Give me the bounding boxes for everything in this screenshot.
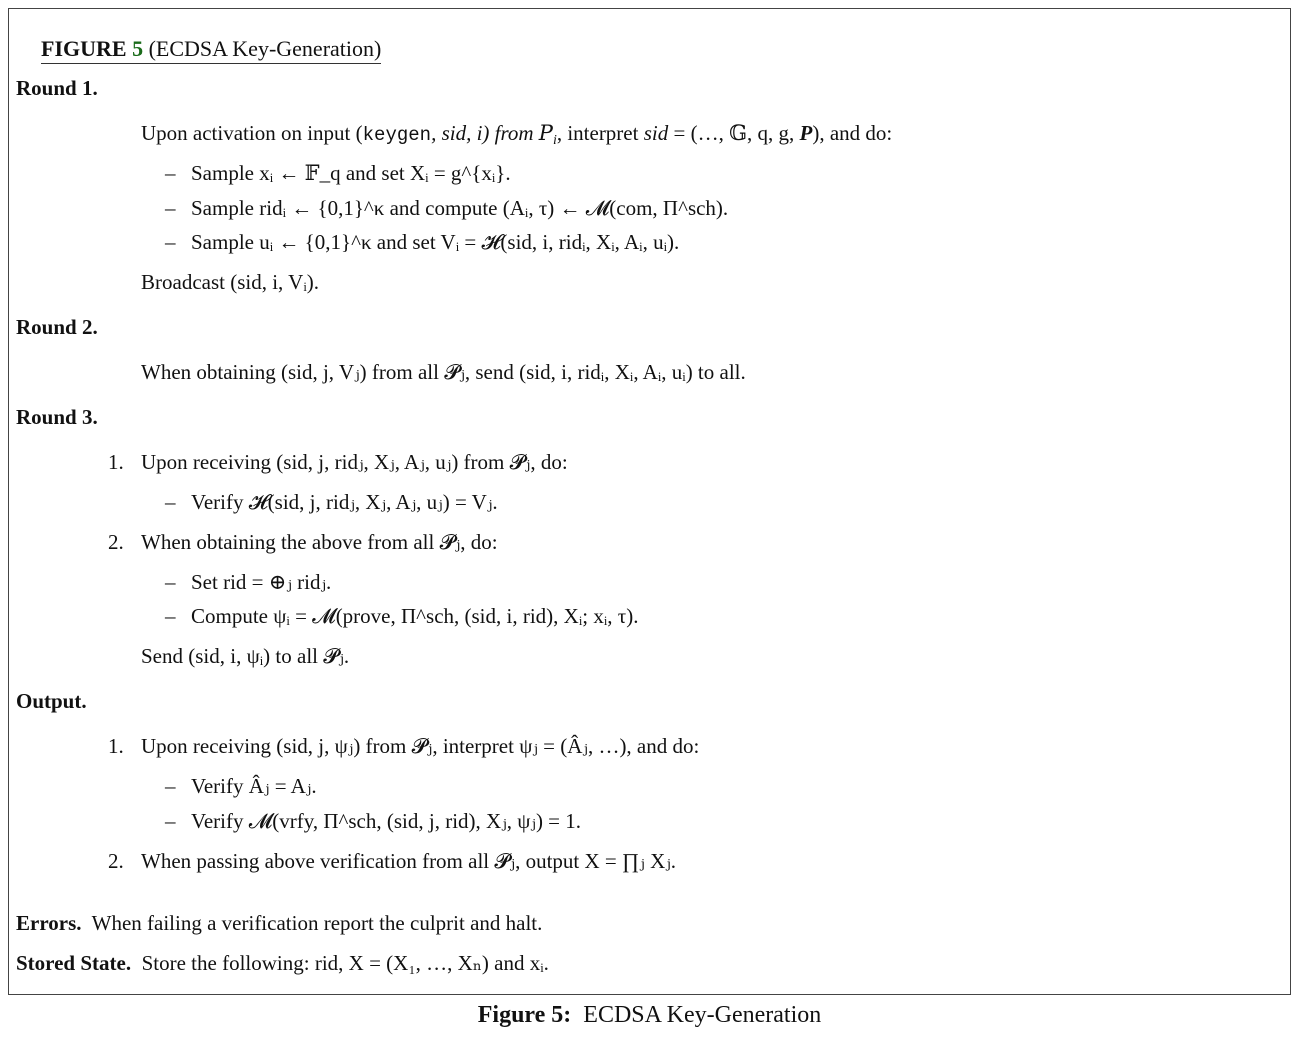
round2-heading: Round 2. — [16, 315, 98, 339]
stored-state-line — [16, 953, 549, 974]
errors-label: Errors. — [16, 911, 82, 935]
output-item-1: 1. Upon receiving (sid, j, ψⱼ) from 𝓟ⱼ, interpret ψⱼ = (Âⱼ, …), and do: — [108, 734, 700, 758]
caption-text: ECDSA Key-Generation — [583, 1002, 822, 1028]
errors-line — [16, 913, 542, 934]
output-item-2: 2. When passing above verification from all 𝓟ⱼ, output X = ∏ⱼ Xⱼ. — [108, 849, 677, 873]
round3-item-1: 1. Upon receiving (sid, j, ridⱼ, Xⱼ, Aⱼ, uⱼ) from 𝓟ⱼ, do: — [108, 450, 568, 474]
stored-state-text: Store the following: rid, X = (X₁, …, Xₙ) and xᵢ. — [141, 951, 549, 975]
round3-item-2-sub-2: – Compute ψᵢ = 𝓜(prove, Π^sch, (sid, i, rid), Xᵢ; xᵢ, τ). — [165, 604, 639, 628]
round1-step-3: – Sample uᵢ ← {0,1}^κ and set Vᵢ = 𝓗(sid, i, ridᵢ, Xᵢ, Aᵢ, uᵢ). — [165, 230, 680, 254]
round1-broadcast: Broadcast (sid, i, Vᵢ). — [141, 270, 320, 294]
round3-item-2-sub-1: – Set rid = ⊕ⱼ ridⱼ. — [165, 570, 332, 594]
round1-step-2: – Sample ridᵢ ← {0,1}^κ and compute (Aᵢ, τ) ← 𝓜(com, Π^sch). — [165, 196, 729, 220]
errors-text: When failing a verification report the culprit and halt. — [91, 911, 543, 935]
round3-send: Send (sid, i, ψᵢ) to all 𝓟ⱼ. — [141, 644, 350, 668]
round2-text: When obtaining (sid, j, Vⱼ) from all 𝓟ⱼ, send (sid, i, ridᵢ, Xᵢ, Aᵢ, uᵢ) to all. — [141, 360, 746, 384]
stored-state-label: Stored State. — [16, 951, 132, 975]
output-heading: Output. — [16, 689, 87, 713]
round1-heading: Round 1. — [16, 76, 98, 100]
figure-header-title: (ECDSA Key-Generation) — [148, 36, 382, 61]
figure-header — [41, 38, 381, 60]
caption-label: Figure 5: — [477, 1002, 572, 1028]
round1-step-1: – Sample xᵢ ← 𝔽_q and set Xᵢ = g^{xᵢ}. — [165, 161, 511, 185]
output-item-1-sub-2: – Verify 𝓜(vrfy, Π^sch, (sid, j, rid), Xⱼ, ψⱼ) = 1. — [165, 809, 582, 833]
round3-item-2: 2. When obtaining the above from all 𝓟ⱼ, do: — [108, 530, 498, 554]
figure-header-number: 5 — [132, 36, 144, 61]
output-item-1-sub-1: – Verify Âⱼ = Aⱼ. — [165, 774, 317, 798]
figure-header-label: FIGURE — [41, 36, 127, 61]
figure-caption — [0, 1002, 1299, 1029]
round1-intro: Upon activation on input (keygen, sid, i) from $P_i$, interpret sid = (…, 𝔾, q, g, P), and do: — [141, 121, 893, 148]
round3-item-1-sub: – Verify 𝓗(sid, j, ridⱼ, Xⱼ, Aⱼ, uⱼ) = Vⱼ. — [165, 490, 498, 514]
round3-heading: Round 3. — [16, 405, 98, 429]
